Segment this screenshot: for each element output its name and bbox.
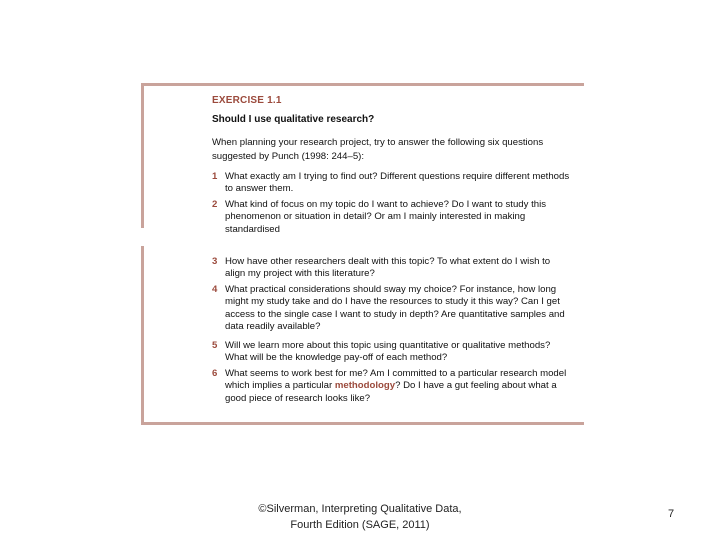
page-number: 7 (668, 508, 675, 520)
question-number: 6 (212, 368, 218, 379)
question-text: How have other researchers dealt with this topic? To what extent do I wish to align my project with this literature? (225, 256, 551, 280)
question-text: What kind of focus on my topic do I want to achieve? Do I want to study this phenomenon or situation in detail? Or am I mainly interested in making standardised (225, 199, 547, 235)
exercise-label: EXERCISE 1.1 (212, 95, 282, 106)
question-number: 1 (212, 171, 218, 182)
question-text: What exactly am I trying to find out? Different questions require different methods to answer them. (225, 171, 570, 195)
question-item (212, 199, 572, 236)
question-item (212, 171, 572, 196)
question-text: Will we learn more about this topic using quantitative or qualitative methods? What will be the knowledge pay-off of each method? (225, 340, 551, 364)
question-item (212, 340, 572, 365)
citation-line-1: ©Silverman, Interpreting Qualitative Data, (258, 503, 462, 515)
question-text-part: What seems to work best for me? Am I committed to a particular research model which implies a particular (225, 368, 567, 392)
exercise-intro: When planning your research project, try to answer the following six questions suggested by Punch (1998: 244–5): (212, 137, 544, 162)
question-number: 5 (212, 340, 218, 351)
question-number: 2 (212, 199, 218, 210)
question-number: 3 (212, 256, 218, 267)
citation-footer (240, 501, 480, 533)
question-text: What practical considerations should sway my choice? For instance, how long might my study take and do I have the resources to study it this way? Can I get access to the single case I want to study in depth? Are quantitative samples and data readily available? (225, 284, 565, 332)
question-text-part: ? Do I have a gut feeling about what a good piece of research looks like? (225, 380, 557, 404)
methodology-highlight: methodology (334, 380, 396, 392)
question-item (212, 256, 572, 281)
question-text (225, 368, 572, 405)
question-number: 4 (212, 284, 218, 295)
question-item (212, 368, 572, 405)
question-item (212, 284, 572, 333)
exercise-heading: Should I use qualitative research? (212, 114, 375, 125)
citation-line-2: Fourth Edition (SAGE, 2011) (290, 519, 430, 531)
